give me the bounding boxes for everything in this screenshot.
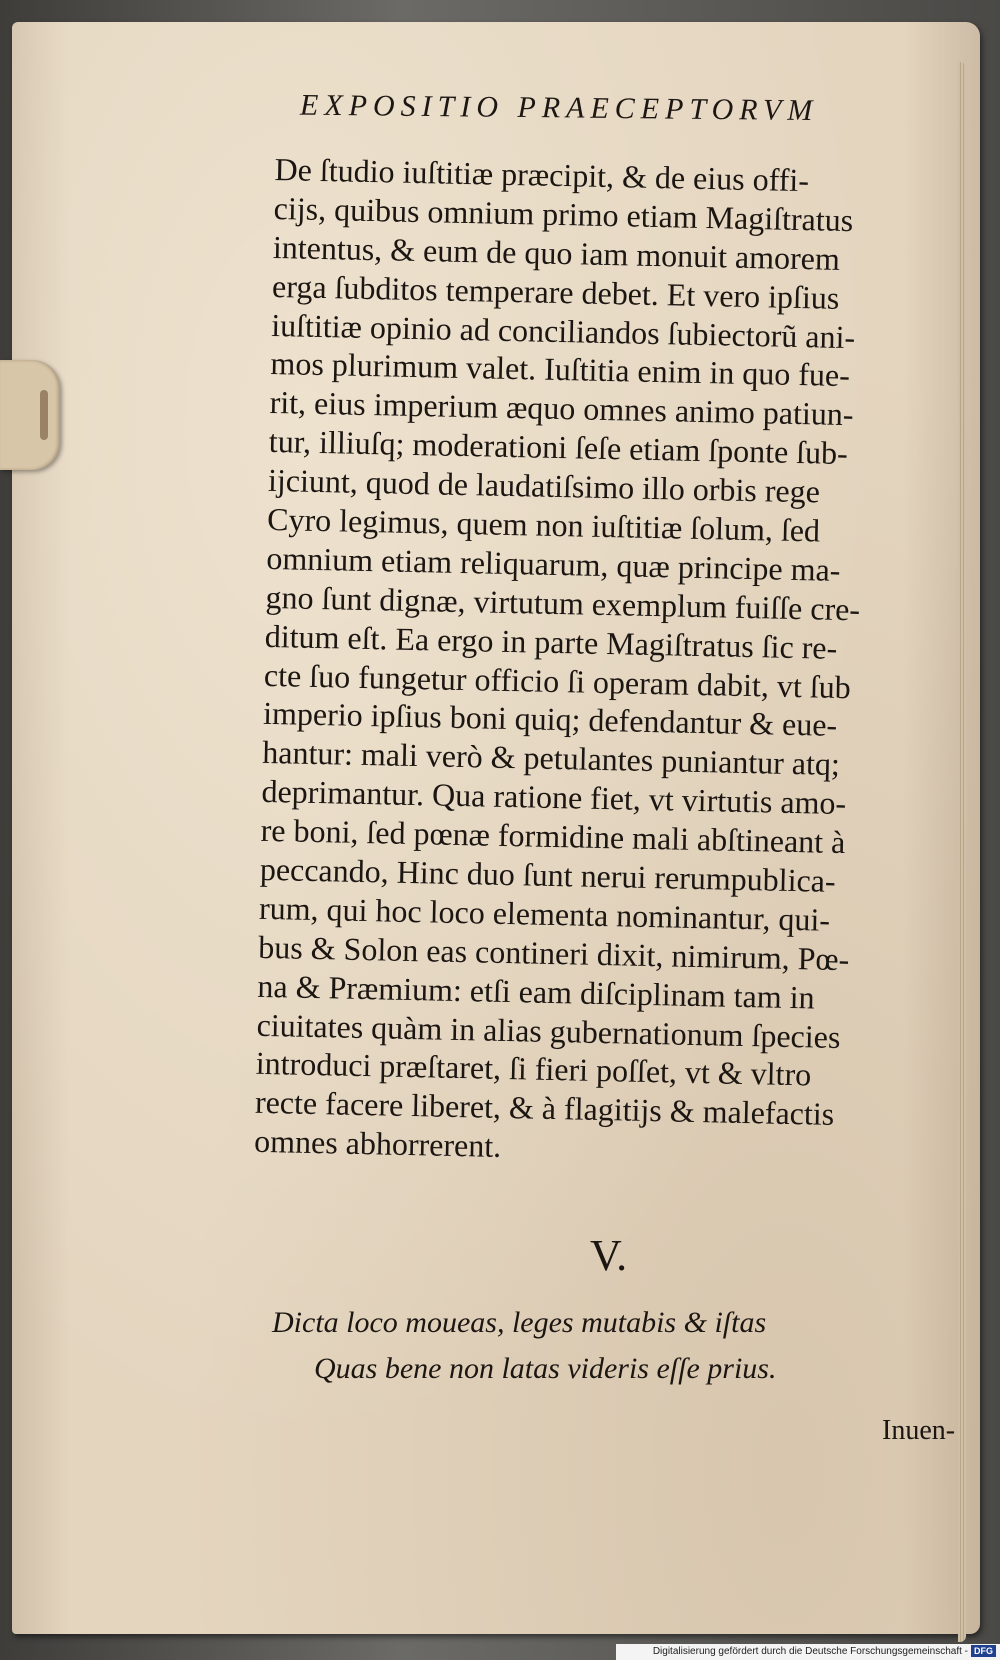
- verse-line-2: Quas bene non latas videris eſſe prius.: [314, 1352, 777, 1385]
- text-line: recte facere liberet, & à flagitijs & malefactis: [254, 1084, 835, 1133]
- text-line: bus & Solon eas contineri dixit, nimirum, Pœ-: [257, 928, 850, 978]
- text-line: De ſtudio iuſtitiæ præcipit, & de eius offi-: [274, 150, 810, 199]
- bookmark-tab-slot: [40, 390, 48, 440]
- text-line: gno ſunt dignæ, virtutum exemplum fuiſſe cre-: [265, 578, 861, 628]
- text-line: ciuitates quàm in alias gubernationum ſpecies: [256, 1006, 841, 1055]
- text-line: rit, eius imperium æquo omnes animo patiun-: [269, 384, 854, 433]
- text-line: rum, qui hoc loco elementa nominantur, qui-: [258, 889, 831, 938]
- text-line: mos plurimum valet. Iuſtitia enim in quo fue-: [270, 345, 851, 394]
- text-line: na & Præmium: etſi eam diſciplinam tam in: [257, 967, 816, 1016]
- text-line: ditum eſt. Ea ergo in parte Magiſtratus ſic re-: [264, 617, 838, 666]
- text-line: ijciunt, quod de laudatiſsimo illo orbis rege: [267, 462, 821, 510]
- bookmark-tab: [0, 360, 60, 470]
- text-line: imperio ipſius boni quiq; defendantur & eue-: [262, 695, 838, 744]
- digitization-credit: [616, 1644, 1000, 1660]
- text-line: omnes abhorrerent.: [253, 1123, 502, 1165]
- text-line: peccando, Hinc duo ſunt nerui rerumpublica-: [259, 850, 836, 899]
- catchword: Inuen-: [882, 1415, 956, 1446]
- text-line: tur, illiuſq; moderationi ſeſe etiam ſponte ſub-: [268, 423, 849, 472]
- text-line: introduci præſtaret, ſi fieri poſſet, vt & vltro: [255, 1045, 812, 1093]
- text-line: intentus, & eum de quo iam monuit amorem: [272, 228, 841, 277]
- running-title: EXPOSITIO PRAECEPTORVM: [299, 88, 819, 128]
- dfg-logo: DFG: [971, 1645, 996, 1657]
- text-line: omnium etiam reliquarum, quæ principe ma-: [266, 539, 841, 588]
- text-line: hantur: mali verò & petulantes puniantur atq;: [262, 734, 841, 783]
- text-line: iuſtitiæ opinio ad conciliandos ſubiectorũ ani-: [270, 306, 856, 355]
- text-line: erga ſubditos temperare debet. Et vero ipſius: [271, 267, 840, 316]
- page-edge: [958, 62, 966, 1642]
- text-line: cijs, quibus omnium primo etiam Magiſtratus: [273, 189, 854, 239]
- text-line: Cyro legimus, quem non iuſtitiæ ſolum, ſed: [266, 500, 821, 549]
- text-line: cte ſuo fungetur officio ſi operam dabit, vt ſub: [263, 656, 852, 705]
- credit-text: Digitalisierung gefördert durch die Deutsche Forschungsgemeinschaft -: [652, 1646, 968, 1657]
- verse-couplet: [272, 1300, 972, 1392]
- text-line: deprimantur. Qua ratione fiet, vt virtutis amo-: [261, 773, 847, 822]
- text-line: re boni, ſed pœnæ formidine mali abſtineant à: [260, 811, 846, 861]
- section-numeral: V.: [590, 1231, 628, 1280]
- body-text: [254, 150, 960, 1175]
- verse-line-1: Dicta loco moueas, leges mutabis & iſtas: [272, 1306, 767, 1339]
